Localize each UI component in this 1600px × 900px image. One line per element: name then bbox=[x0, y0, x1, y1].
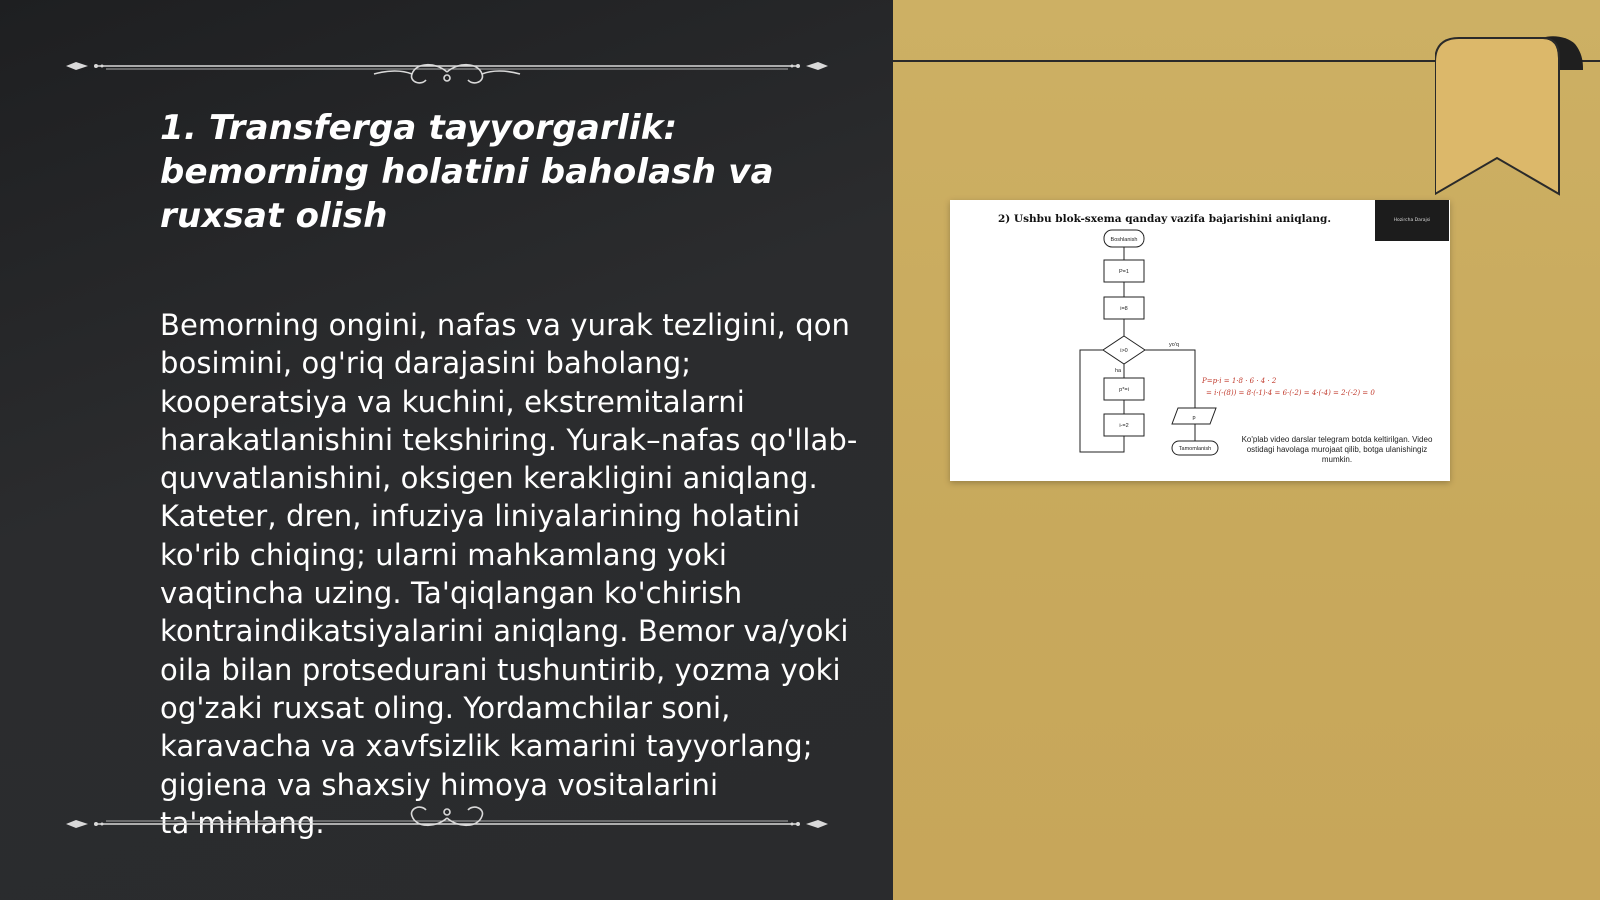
flow-no-label: yo'q bbox=[1169, 342, 1179, 348]
flow-start-label: Boshlanish bbox=[1110, 237, 1138, 243]
flowchart-screenshot-image bbox=[950, 200, 1450, 481]
handwritten-note-line2: = i·(-(8)) = 8·(-1)·4 = 6·(-2) = 4·(-4) = 2·(-2) = 0 bbox=[1206, 389, 1375, 397]
flow-decision-label: i>0 bbox=[1120, 348, 1128, 354]
bookmark-ribbon-icon bbox=[1435, 34, 1585, 204]
flow-step3-label: p*=i bbox=[1119, 387, 1129, 393]
bottom-ornament-divider bbox=[66, 802, 828, 842]
image-telegram-note: Ko'plab video darslar telegram botda keltirilgan. Video ostidagi havolaga murojaat qilib, botga ulanishingiz mumkin. bbox=[1241, 435, 1433, 464]
slide-title: 1. Transferga tayyorgarlik: bemorning holatini baholash va ruxsat olish bbox=[160, 108, 774, 236]
image-question-text: 2) Ushbu blok-sxema qanday vazifa bajarishini aniqlang. bbox=[998, 213, 1332, 225]
slide-body-text: Bemorning ongini, nafas va yurak tezligini, qon bosimini, og'riq darajasini baholang; kooperatsiya va kuchini, ekstremitalarni harakatlanishini tekshiring. Yurak–nafas qo'llab-quvvatlanishini, oksigen kerakligini aniqlang. Kateter, dren, infuziya liniyalarining holatini ko'rib chiqing; ularni mahkamlang yoki vaqtincha uzing. Ta'qiqlangan ko'chirish kontraindikatsiyalarini aniqlang. Bemor va/yoki oila bilan protsedurani tushuntirib, yozma yoki og'zaki ruxsat oling. Yordamchilar soni, karavacha va xavfsizlik kamarini tayyorlang; gigiena va shaxsiy himoya vositalarini ta'minlang. bbox=[160, 308, 858, 840]
handwritten-note-line1: P=p·i = 1·8 · 6 · 4 · 2 bbox=[1202, 377, 1277, 385]
flow-end-label: Tamomlanish bbox=[1178, 446, 1212, 452]
top-ornament-divider bbox=[66, 48, 828, 88]
flow-output-label: p bbox=[1192, 415, 1196, 421]
flow-step1-label: P=1 bbox=[1119, 269, 1129, 275]
image-video-badge: Hozircha Darajsi bbox=[1375, 200, 1449, 241]
flow-step2-label: i=8 bbox=[1120, 306, 1128, 312]
flow-yes-label: ha bbox=[1114, 368, 1122, 374]
flow-step4-label: i-=2 bbox=[1119, 423, 1129, 429]
